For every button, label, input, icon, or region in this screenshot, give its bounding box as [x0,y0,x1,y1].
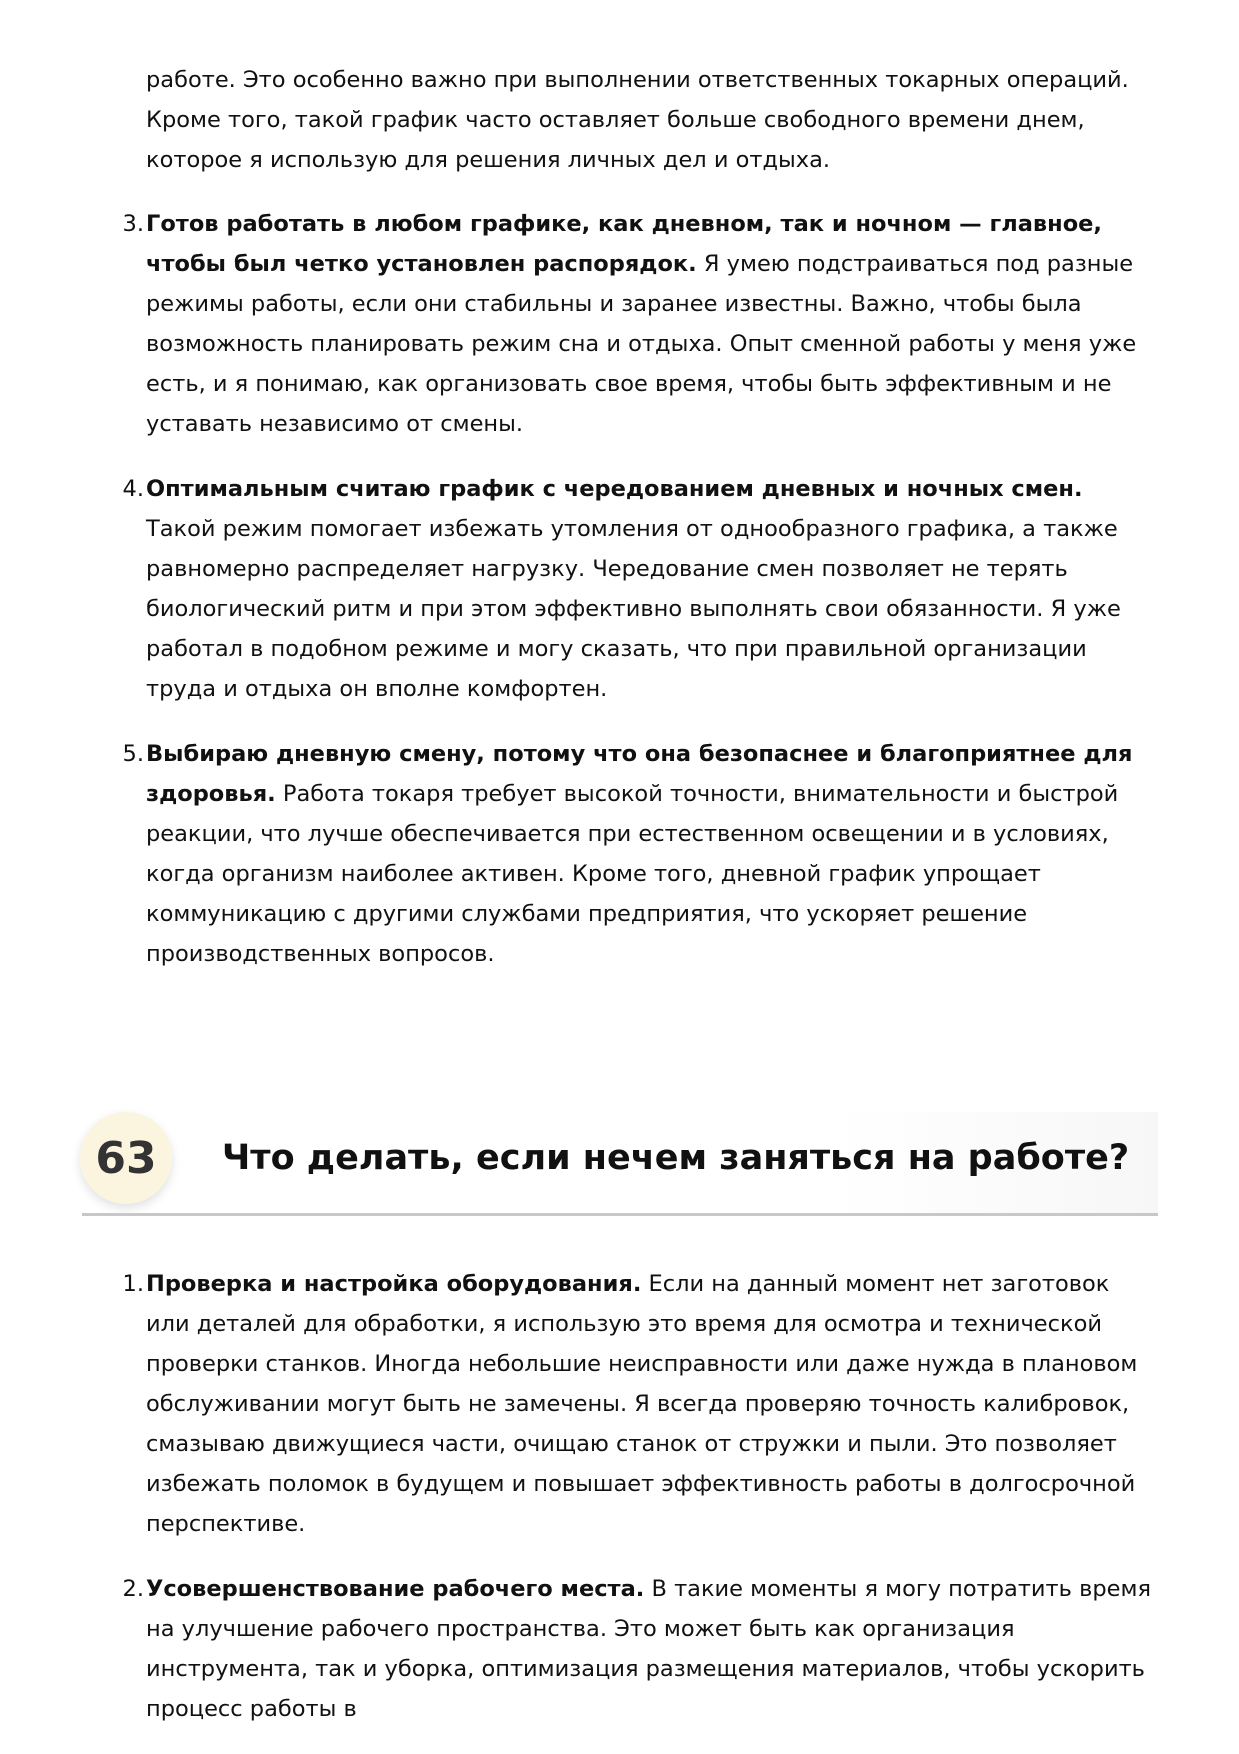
list-item-lead: Оптимальным считаю график с чередованием дневных и ночных смен. [146,476,1083,502]
list-item [122,1569,1156,1729]
list-item [122,469,1156,709]
list-item-text: Я умею подстраиваться под разные режимы работы, если они стабильны и заранее известны. Важно, чтобы была возможность планировать режим сна и отдыха. Опыт сменной работы у меня уже есть, и я понимаю, как организовать свое время, чтобы быть эффективным и не уставать независимо от смены. [146,251,1137,437]
list-item [122,1264,1156,1544]
list-item [122,204,1156,444]
list-item-lead: Выбираю дневную смену, потому что она безопаснее и благоприятнее для здоровья. [146,741,1133,807]
list-item-text: Если на данный момент нет заготовок или деталей для обработки, я использую это время для осмотра и технической проверки станков. Иногда небольшие неисправности или даже нужда в плановом обслуживании могут быть не замечены. Я всегда проверяю точность калибровок, смазываю движущиеся части, очищаю станок от стружки и пыли. Это позволяет избежать поломок в будущем и повышает эффективность работы в долгосрочной перспективе. [146,1271,1138,1537]
list-item-number: 3. [122,211,144,237]
list-item-lead: Проверка и настройка оборудования. [146,1271,642,1297]
section-title: Что делать, если нечем заняться на работе? [222,1138,1130,1178]
list-item-lead: Усовершенствование рабочего места. [146,1576,645,1602]
list-item-number: 2. [122,1576,144,1602]
list-item-text: В такие моменты я могу потратить время на улучшение рабочего пространства. Это может быть как организация инструмента, так и уборка, оптимизация размещения материалов, чтобы ускорить процесс работы в [146,1576,1151,1722]
list-item-text: Работа токаря требует высокой точности, внимательности и быстрой реакции, что лучше обеспечивается при естественном освещении и в условиях, когда организм наиболее активен. Кроме того, дневной график упрощает коммуникацию с другими службами предприятия, что ускоряет решение производственных вопросов. [146,781,1119,967]
list-item-text: Такой режим помогает избежать утомления от однообразного графика, а также равномерно распределяет нагрузку. Чередование смен позволяет не терять биологический ритм и при этом эффективно выполнять свои обязанности. Я уже работал в подобном режиме и могу сказать, что при правильной организации труда и отдыха он вполне комфортен. [146,516,1121,702]
list-item-number: 5. [122,741,144,767]
section-number-badge: 63 [80,1112,172,1204]
list-item-number: 1. [122,1271,144,1297]
list-item [122,734,1156,974]
list-item-lead: Готов работать в любом графике, как дневном, так и ночном — главное, чтобы был четко установлен распорядок. [146,211,1102,277]
answer-list-previous [122,204,1156,999]
section-divider [82,1213,1158,1216]
answer-list [122,1264,1156,1754]
list-item-number: 4. [122,476,144,502]
section-header [82,1112,1158,1216]
intro-paragraph: работе. Это особенно важно при выполнении ответственных токарных операций. Кроме того, такой график часто оставляет больше свободного времени днем, которое я использую для решения личных дел и отдыха. [146,67,1129,173]
